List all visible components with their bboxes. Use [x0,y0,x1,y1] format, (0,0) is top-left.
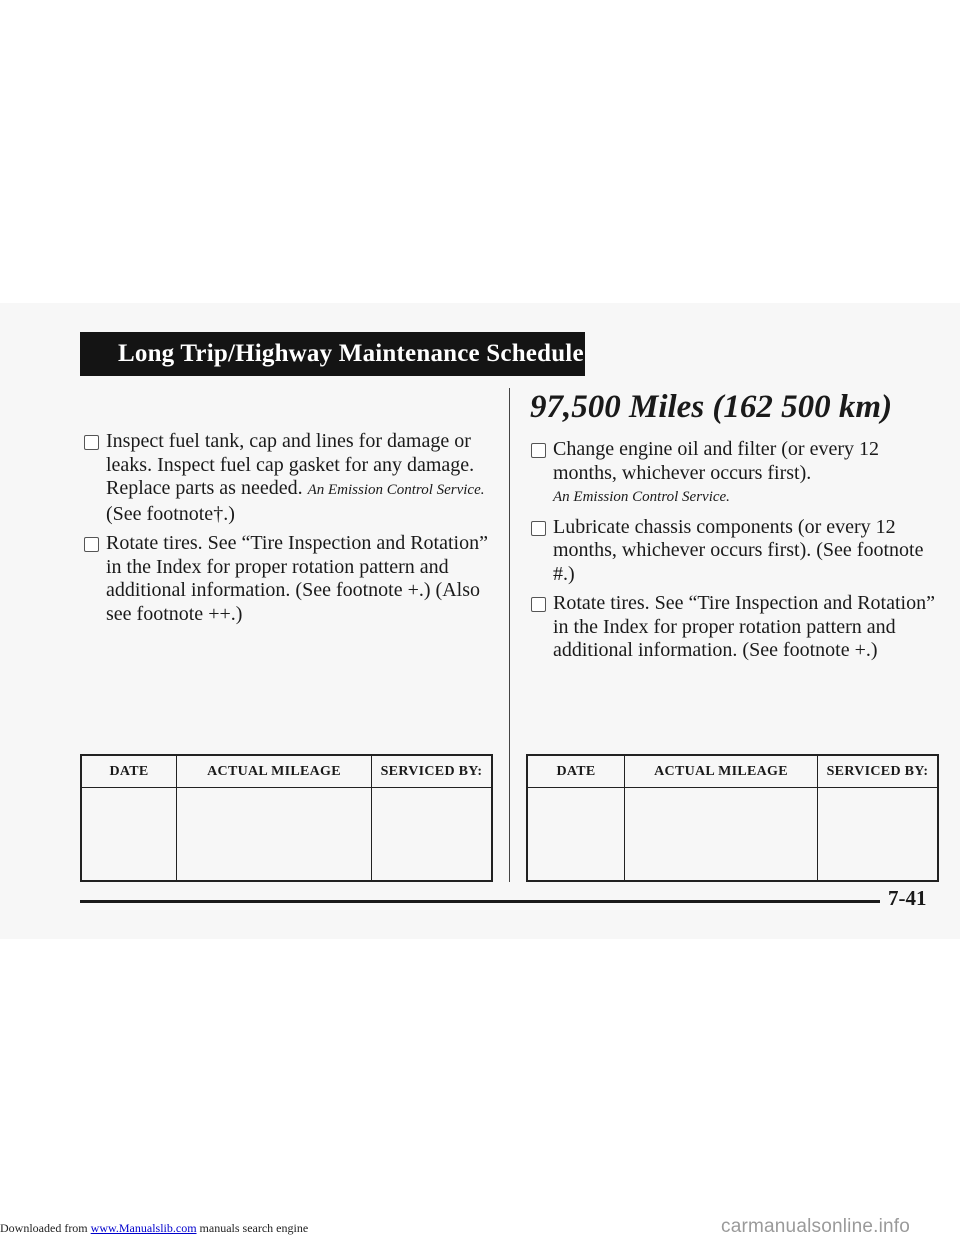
table-header-row [527,755,938,788]
checklist-item [530,592,940,663]
serviced-by-header: SERVICED BY: [818,755,939,788]
emission-note: An Emission Control Service. [307,482,485,498]
item-text: Rotate tires. See “Tire Inspection and Rotation” in the Index for proper rotation pattern and additional information. (See footnote +.) (Also see footnote ++.) [106,532,488,625]
checkbox-icon[interactable] [531,443,546,458]
serviced-by-header: SERVICED BY: [372,755,493,788]
serviced-by-cell[interactable] [372,788,493,882]
download-credit [0,1221,308,1236]
item-text: Lubricate chassis components (or every 12 months, whichever occurs first). (See footnote #.) [553,515,924,585]
checkbox-icon[interactable] [531,597,546,612]
site-link[interactable]: www.Manualslib.com [90,1221,197,1235]
item-text: Inspect fuel tank, cap and lines for damage or leaks. Inspect fuel cap gasket for any damage. Replace parts as needed. [106,430,475,499]
footer-rule [80,900,880,903]
service-log-table [80,754,493,882]
item-text: Change engine oil and filter (or every 12 months, whichever occurs first). [553,438,879,484]
checklist-item [530,438,940,510]
checklist-item [83,430,493,526]
date-cell[interactable] [81,788,177,882]
date-header: DATE [527,755,625,788]
section-banner: Long Trip/Highway Maintenance Schedule [80,332,585,376]
checkbox-icon[interactable] [531,521,546,536]
item-text: Rotate tires. See “Tire Inspection and Rotation” in the Index for proper rotation pattern and additional information. (See footnote +.) [553,592,935,661]
mileage-heading: 97,500 Miles (162 500 km) [530,389,893,425]
checkbox-icon[interactable] [84,537,99,552]
mileage-header: ACTUAL MILEAGE [625,755,818,788]
date-header: DATE [81,755,177,788]
date-cell[interactable] [527,788,625,882]
table-row [527,788,938,882]
serviced-by-cell[interactable] [818,788,939,882]
download-prefix: Downloaded from [0,1221,88,1235]
service-log-table [526,754,939,882]
column-divider [509,388,510,882]
checklist-item [530,516,940,587]
emission-note: An Emission Control Service. [553,489,730,505]
checklist-item [83,532,493,626]
mileage-cell[interactable] [177,788,372,882]
table-row [81,788,492,882]
watermark: carmanualsonline.info [721,1216,911,1237]
right-column [530,388,940,669]
footnote-ref: (See footnote†.) [106,502,235,525]
left-column [83,430,493,632]
checkbox-icon[interactable] [84,435,99,450]
table-header-row [81,755,492,788]
mileage-cell[interactable] [625,788,818,882]
mileage-header: ACTUAL MILEAGE [177,755,372,788]
page-number: 7-41 [888,886,927,910]
download-suffix: manuals search engine [199,1221,309,1235]
